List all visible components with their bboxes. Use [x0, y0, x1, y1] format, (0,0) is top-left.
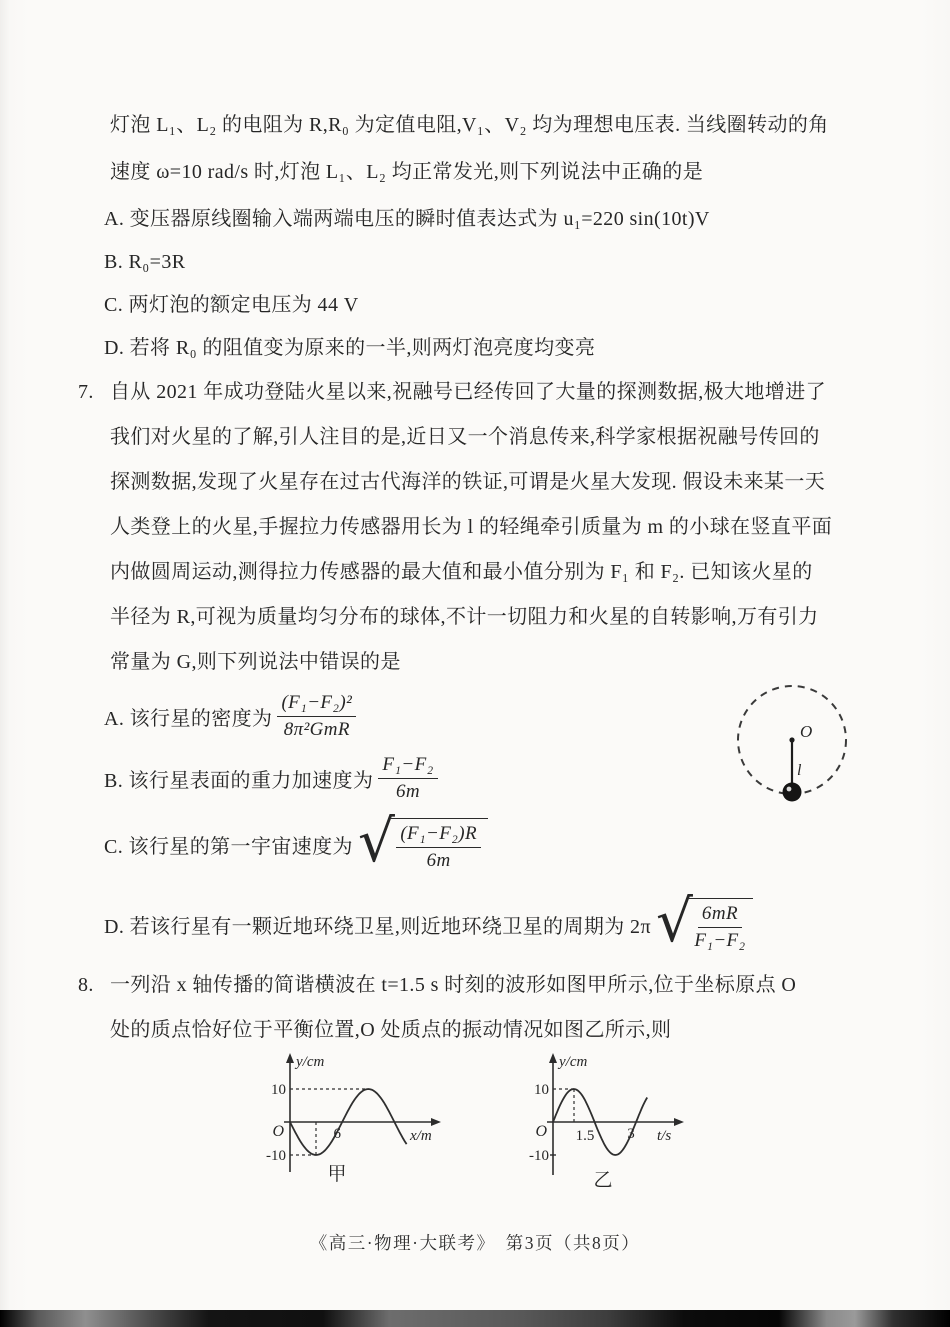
square-root	[357, 806, 488, 875]
x-axis-arrow	[431, 1118, 441, 1126]
question-text-line: 探测数据,发现了火星存在过古代海洋的铁证,可谓是火星大发现. 假设未来某一天	[110, 471, 826, 493]
option-c-text: C. 该行星的第一宇宙速度为	[104, 835, 353, 858]
y-tick-10: 10	[271, 1082, 286, 1098]
question-text-line: 人类登上的火星,手握拉力传感器用长为 l 的轻绳牵引质量为 m 的小球在竖直平面	[110, 516, 833, 538]
y-tick-10: 10	[534, 1082, 549, 1098]
question-text-line	[78, 370, 893, 415]
option-b: B. R₀=3R	[104, 251, 186, 273]
fraction	[378, 753, 437, 804]
graph-caption-jia: 甲	[327, 1164, 347, 1185]
fraction	[277, 691, 356, 742]
radicand	[391, 818, 488, 873]
radicand	[689, 898, 752, 953]
question-number: 7.	[78, 381, 94, 403]
y-tick-neg10: -10	[529, 1148, 549, 1164]
question-text-line: 处的质点恰好位于平衡位置,O 处质点的振动情况如图乙所示,则	[110, 1019, 672, 1041]
square-root	[655, 886, 753, 955]
y-axis-label: y/cm	[559, 1054, 588, 1070]
circular-motion-diagram	[732, 682, 858, 814]
question-text: 一列沿 x 轴传播的简谐横波在 t=1.5 s 时刻的波形如图甲所示,位于坐标原点 O	[110, 974, 797, 996]
question-text-line: 灯泡 L₁、L₂ 的电阻为 R,R₀ 为定值电阻,V₁、V₂ 均为理想电压表. 当线圈转动的角	[110, 114, 829, 136]
radical-sign: √	[357, 806, 396, 875]
question-8	[78, 963, 893, 1053]
x-axis-label: x/m	[410, 1128, 432, 1144]
question-text-line: 内做圆周运动,测得拉力传感器的最大值和最小值分别为 F₁ 和 F₂. 已知该火星的	[110, 561, 813, 583]
y-axis-label: y/cm	[296, 1054, 325, 1070]
fraction-numerator: (F₁−F₂)R	[396, 822, 481, 848]
vibration-graph-yi	[505, 1050, 710, 1220]
waveform-graph-jia	[242, 1050, 452, 1215]
question-text-line	[78, 963, 893, 1008]
question-6-options	[104, 198, 904, 370]
question-text: 自从 2021 年成功登陆火星以来,祝融号已经传回了大量的探测数据,极大地增进了	[110, 381, 826, 403]
x-axis-arrow	[674, 1118, 684, 1126]
fraction-denominator: 6m	[426, 849, 451, 871]
question-text-line: 半径为 R,可视为质量均匀分布的球体,不计一切阻力和火星的自转影响,万有引力	[110, 606, 819, 628]
fraction	[694, 902, 745, 953]
x-tick-6: 6	[333, 1126, 341, 1142]
fraction-denominator: F₁−F₂	[694, 929, 746, 951]
option-d: D. 若将 R₀ 的阻值变为原来的一半,则两灯泡亮度均变亮	[104, 337, 596, 359]
x-tick-1-5: 1.5	[575, 1128, 595, 1144]
fraction-numerator: 6mR	[698, 902, 742, 928]
question-text-line: 速度 ω=10 rad/s 时,灯泡 L₁、L₂ 均正常发光,则下列说法中正确的是	[110, 161, 704, 183]
fraction-denominator: 8π²GmR	[283, 718, 350, 740]
question-text-line: 常量为 G,则下列说法中错误的是	[110, 651, 401, 673]
page-footer: 《高三·物理·大联考》 第3页（共8页）	[309, 1233, 641, 1253]
center-label: O	[800, 722, 813, 741]
fraction-numerator: (F₁−F₂)²	[277, 691, 356, 717]
y-axis-arrow	[549, 1053, 557, 1063]
question-number: 8.	[78, 974, 94, 996]
radical-sign: √	[655, 886, 694, 955]
origin-label: O	[535, 1123, 547, 1140]
option-a: A. 变压器原线圈输入端两端电压的瞬时值表达式为 u₁=220 sin(10t)V	[104, 208, 710, 230]
option-d	[78, 887, 893, 961]
option-b-text: B. 该行星表面的重力加速度为	[104, 769, 374, 792]
string-length-label: l	[797, 762, 802, 779]
option-a-text: A. 该行星的密度为	[104, 707, 273, 730]
y-axis-arrow	[286, 1053, 294, 1063]
ball-highlight	[787, 787, 792, 792]
y-tick-neg10: -10	[266, 1148, 286, 1164]
option-d-text: D. 若该行星有一颗近地环绕卫星,则近地环绕卫星的周期为 2π	[104, 915, 651, 938]
graph-caption-yi: 乙	[593, 1170, 613, 1191]
x-axis-label: t/s	[657, 1128, 672, 1144]
option-c: C. 两灯泡的额定电压为 44 V	[104, 294, 359, 316]
option-c	[78, 806, 893, 879]
question-7	[78, 370, 893, 961]
question-6-continuation	[104, 102, 904, 370]
fraction-numerator: F₁−F₂	[378, 753, 437, 779]
scan-bottom-black-band	[0, 1310, 950, 1327]
fraction	[396, 822, 481, 873]
x-tick-3: 3	[627, 1126, 635, 1142]
origin-label: O	[272, 1123, 284, 1140]
ball	[783, 783, 802, 802]
fraction-denominator: 6m	[395, 780, 420, 802]
question-text-line: 我们对火星的了解,引人注目的是,近日又一个消息传来,科学家根据祝融号传回的	[110, 426, 820, 448]
